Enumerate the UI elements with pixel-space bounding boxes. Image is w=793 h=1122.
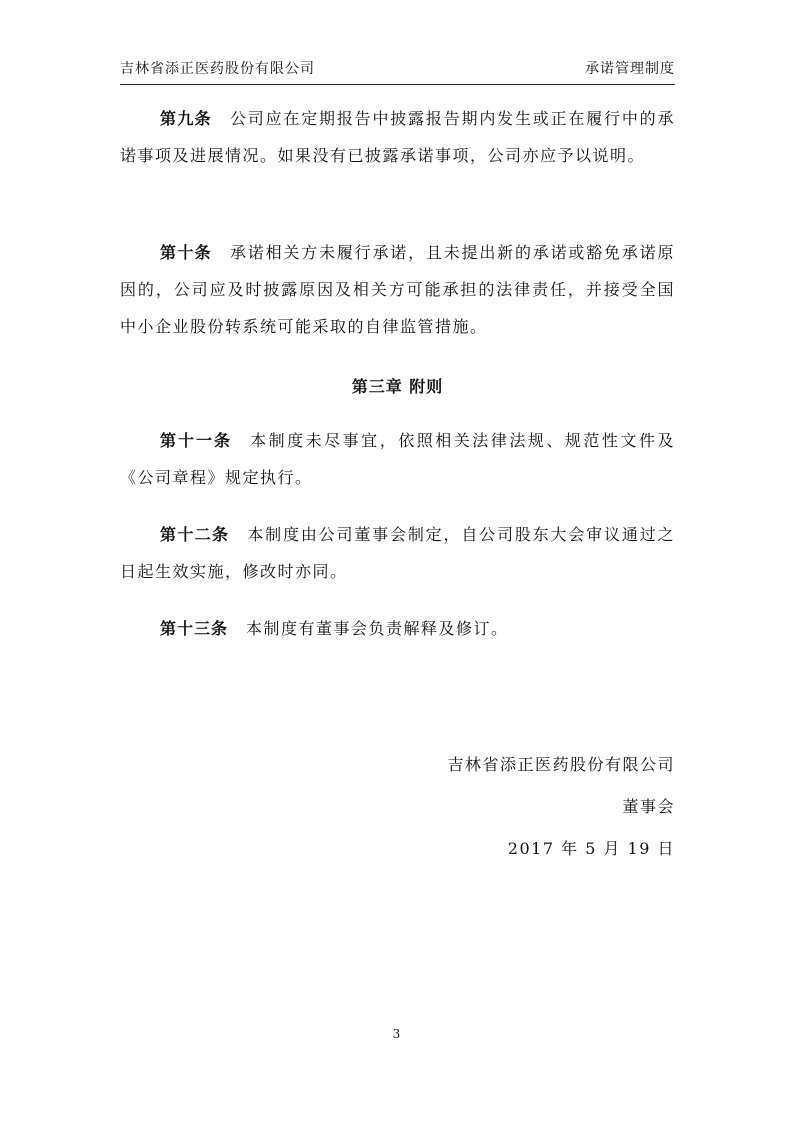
article-label: 第九条 [160, 109, 212, 128]
article-text: 本制度未尽事宜，依照相关法律法规、规范性文件及《公司章程》规定执行。 [120, 431, 675, 487]
page-number: 3 [392, 1027, 401, 1041]
article-label: 第十三条 [160, 619, 229, 638]
article-13 [120, 610, 675, 647]
signature-board: 董事会 [622, 797, 675, 816]
article-text: 本制度有董事会负责解释及修订。 [246, 619, 509, 638]
article-text: 公司应在定期报告中披露报告期内发生或正在履行中的承诺事项及进展情况。如果没有已披露承诺事项，公司亦应予以说明。 [120, 109, 675, 165]
article-text: 本制度由公司董事会制定，自公司股东大会审议通过之日起生效实施，修改时亦同。 [120, 525, 675, 581]
signature-date: 2017 年 5 月 19 日 [507, 839, 675, 858]
chapter-title: 第三章 附则 [351, 377, 444, 396]
signature-company: 吉林省添正医药股份有限公司 [447, 755, 675, 774]
article-11 [120, 422, 675, 496]
article-label: 第十二条 [160, 525, 230, 544]
article-12 [120, 516, 675, 590]
header-company: 吉林省添正医药股份有限公司 [120, 61, 315, 77]
header-doc-title: 承诺管理制度 [585, 61, 675, 77]
article-text: 承诺相关方未履行承诺，且未提出新的承诺或豁免承诺原因的，公司应及时披露原因及相关方可能承担的法律责任，并接受全国中小企业股份转系统可能采取的自律监管措施。 [120, 243, 675, 336]
article-9 [120, 100, 675, 174]
article-label: 第十条 [160, 243, 212, 262]
article-label: 第十一条 [160, 431, 233, 450]
page-header [120, 58, 675, 85]
article-10 [120, 234, 675, 345]
